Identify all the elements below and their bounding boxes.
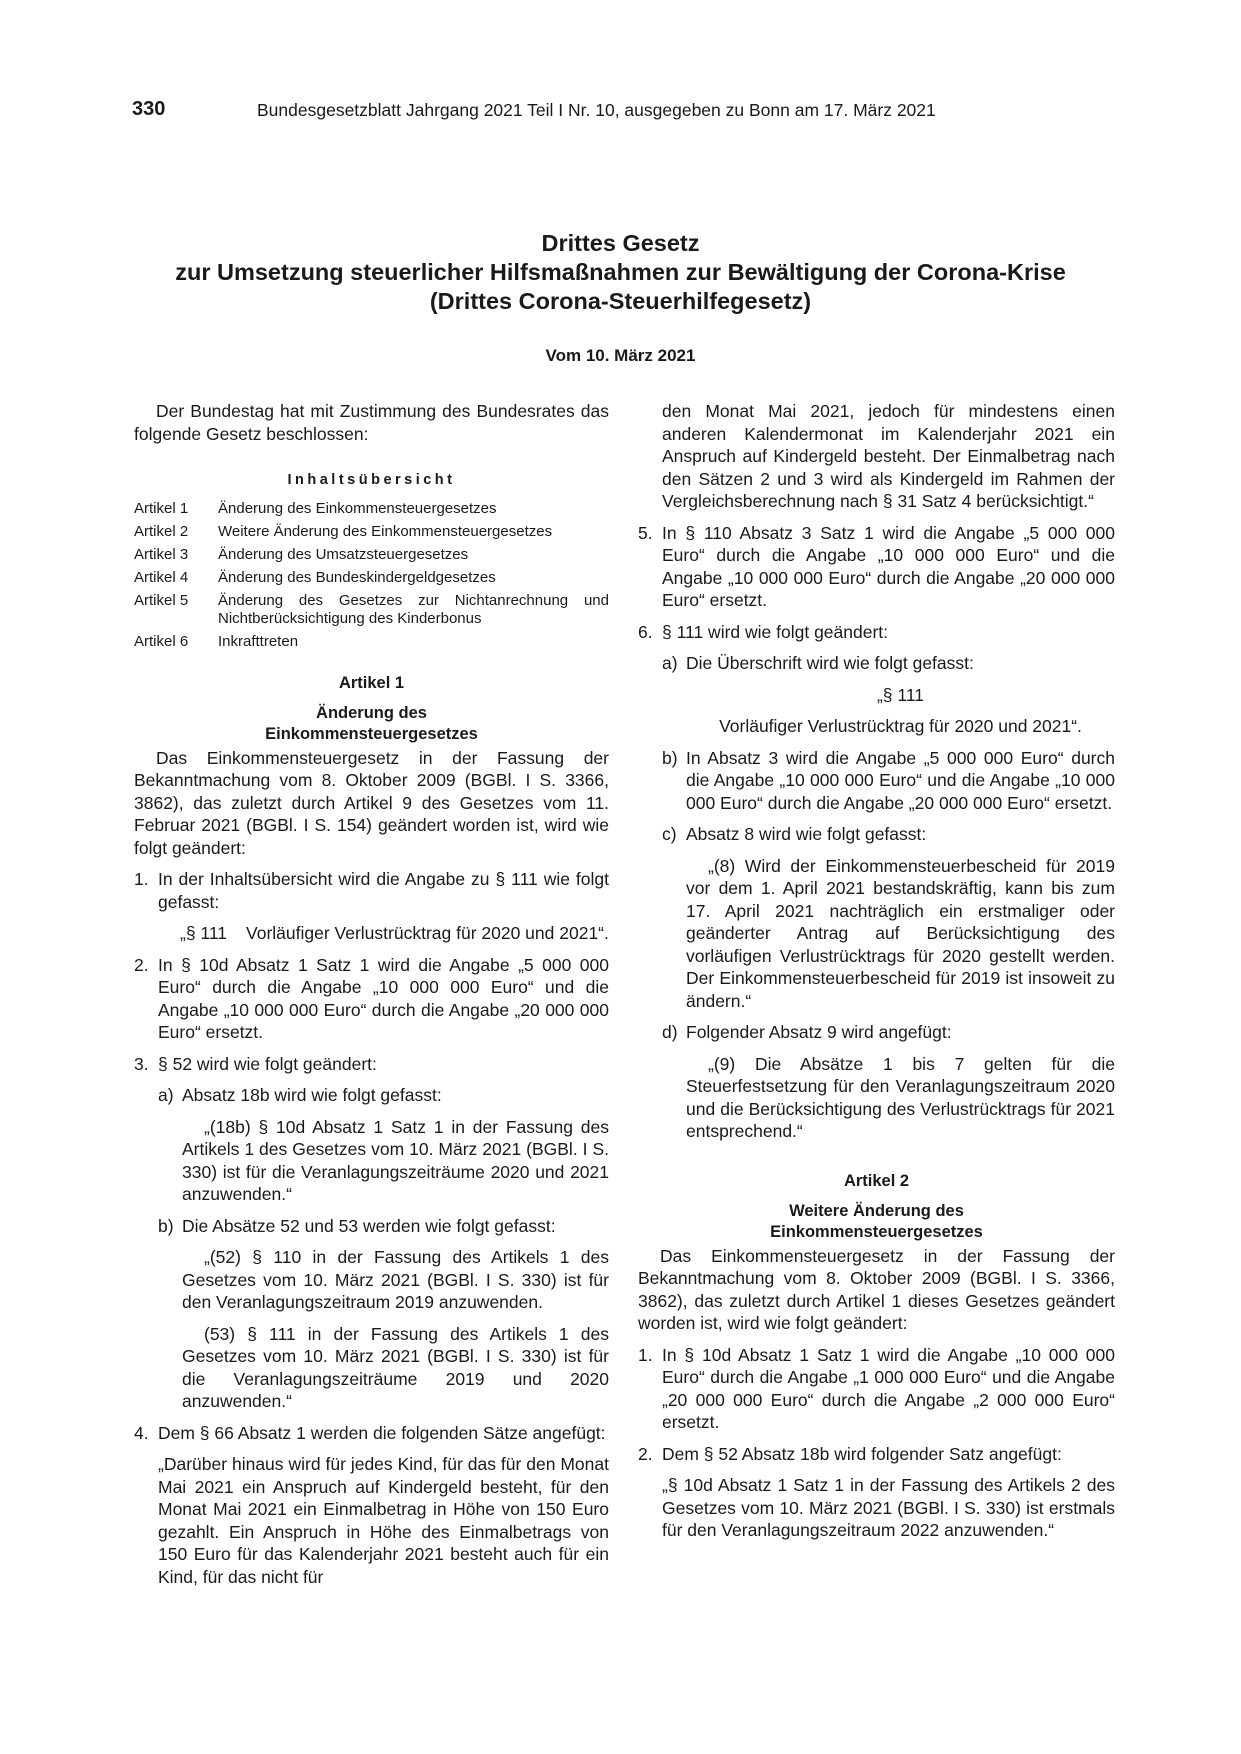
sub-item-text: Absatz 18b wird wie folgt gefasst: — [182, 1085, 442, 1105]
item-text: § 111 wird wie folgt geändert: — [662, 621, 889, 642]
toc-article: Artikel 6 — [134, 632, 189, 650]
toc-row — [134, 546, 609, 564]
sub-item-letter: b) — [158, 1215, 174, 1236]
toc-heading: Inhaltsübersicht — [287, 472, 456, 488]
item-text: In § 10d Absatz 1 Satz 1 wird die Angabe „10 000 000 Euro“ durch die Angabe „1 000 000 Euro“ und die Angabe „20 000 000 Euro“ durch die Angabe „2 000 000 Euro“ ersetzt. — [662, 1344, 1115, 1432]
law-title-line3: (Drittes Corona-Steuerhilfegesetz) — [429, 288, 812, 314]
toc-row — [134, 633, 609, 651]
article-2-title-line2: Einkommensteuergesetzes — [770, 1222, 983, 1241]
toc-text: Änderung des Bundeskindergeldgesetzes — [218, 568, 496, 586]
quote-section: „§ 111 — [180, 923, 228, 943]
title-block — [0, 229, 1241, 366]
item-number: 5. — [638, 522, 653, 543]
item-text: In § 10d Absatz 1 Satz 1 wird die Angabe „5 000 000 Euro“ durch die Angabe „10 000 000 Euro“ und die Angabe „10 000 000 Euro“ durch die Angabe „20 000 000 Euro“ ersetzt. — [158, 954, 609, 1042]
item-number: 3. — [134, 1053, 149, 1074]
list-item — [638, 1443, 1115, 1542]
item-number: 2. — [638, 1443, 653, 1464]
article-1-intro: Das Einkommensteuergesetz in der Fassung der Bekanntmachung vom 8. Oktober 2009 (BGBl. I S. 3366, 3862), das zuletzt durch Artikel 9 des Gesetzes vom 11. Februar 2021 (BGBl. I S. 154) geändert worden ist, wird wie folgt geändert: — [134, 747, 609, 858]
sub-item-letter: a) — [158, 1085, 174, 1105]
list-item — [638, 621, 1115, 1143]
running-head: Bundesgesetzblatt Jahrgang 2021 Teil I Nr. 10, ausgegeben zu Bonn am 17. März 2021 — [257, 100, 936, 120]
toc-article: Artikel 3 — [134, 545, 189, 563]
quote-text: Vorläufiger Verlustrücktrag für 2020 und 2021“. — [246, 923, 609, 943]
quoted-text: (53) § 111 in der Fassung des Artikels 1 des Gesetzes vom 10. März 2021 (BGBl. I S. 330) ist für die Veranlagungszeiträume 2019 und 2020 anzuwenden.“ — [182, 1323, 609, 1411]
toc-list — [134, 500, 609, 651]
article-2-intro: Das Einkommensteuergesetz in der Fassung der Bekanntmachung vom 8. Oktober 2009 (BGBl. I S. 3366, 3862), das zuletzt durch Artikel 1 dieses Gesetzes geändert worden ist, wird wie folgt geändert: — [638, 1245, 1115, 1333]
preamble: Der Bundestag hat mit Zustimmung des Bundesrates das folgende Gesetz beschlossen: — [134, 401, 609, 444]
sub-item-letter: c) — [662, 824, 677, 844]
toc-row — [134, 592, 609, 628]
quoted-text-continued: den Monat Mai 2021, jedoch für mindestens einen anderen Kalendermonat im Kalenderjahr 2021 ein Anspruch auf Kindergeld besteht. Der Einmalbetrag nach den Sätzen 2 und 3 wird als Kindergeld im Rahmen der Vergleichsberechnung nach § 31 Satz 4 berücksichtigt.“ — [662, 401, 1115, 511]
list-item — [134, 954, 609, 1044]
toc-text: Änderung des Umsatzsteuergesetzes — [218, 545, 469, 563]
article-2-label: Artikel 2 — [843, 1171, 910, 1190]
toc-row — [134, 569, 609, 587]
sub-item — [662, 1021, 1115, 1143]
article-1-heading — [134, 673, 609, 745]
toc-article: Artikel 1 — [134, 499, 189, 517]
sub-item-text: In Absatz 3 wird die Angabe „5 000 000 Euro“ durch die Angabe „10 000 000 Euro“ und die Angabe „10 000 000 Euro“ durch die Angabe „20 000 000 Euro“ ersetzt. — [686, 747, 1115, 813]
quoted-text: „Darüber hinaus wird für jedes Kind, für das für den Monat Mai 2021 ein Anspruch auf Kindergeld besteht, für den Monat Mai 2021 ein Einmalbetrag in Höhe von 150 Euro gezahlt. Ein Anspruch in Höhe des Einmalbetrags von 150 Euro für das Kalenderjahr 2021 besteht auch für ein Kind, für das nicht für — [158, 1454, 609, 1587]
item-text: Dem § 66 Absatz 1 werden die folgenden Sätze angefügt: — [158, 1422, 606, 1443]
article-2-heading — [638, 1171, 1115, 1243]
item-text: Dem § 52 Absatz 18b wird folgender Satz angefügt: — [662, 1443, 1062, 1464]
quoted-text: „(52) § 110 in der Fassung des Artikels 1 des Gesetzes vom 10. März 2021 (BGBl. I S. 330) ist für den Veranlagungszeitraum 2019 anzuwenden. — [182, 1247, 609, 1312]
sub-item — [662, 747, 1115, 815]
sub-item-text: Folgender Absatz 9 wird angefügt: — [686, 1022, 952, 1042]
toc-article: Artikel 5 — [134, 591, 189, 609]
sub-item-letter: b) — [662, 747, 678, 768]
page-number: 330 — [132, 98, 166, 120]
sub-item-text: Die Absätze 52 und 53 werden wie folgt gefasst: — [182, 1215, 556, 1236]
toc-article: Artikel 4 — [134, 568, 189, 586]
list-item — [638, 522, 1115, 612]
toc-row — [134, 500, 609, 518]
left-column — [134, 400, 609, 1588]
list-item — [638, 1344, 1115, 1434]
article-1-title-line2: Einkommensteuergesetzes — [265, 724, 478, 743]
item-number: 1. — [638, 1344, 653, 1365]
article-1-label: Artikel 1 — [338, 673, 405, 692]
item-text: § 52 wird wie folgt geändert: — [158, 1053, 377, 1074]
toc-text: Weitere Änderung des Einkommensteuergesetzes — [218, 522, 553, 540]
article-2-title-line1: Weitere Änderung des — [789, 1201, 964, 1220]
toc-article: Artikel 2 — [134, 522, 189, 540]
sub-item — [158, 1215, 609, 1413]
law-date: Vom 10. März 2021 — [545, 346, 696, 365]
item-text: In § 110 Absatz 3 Satz 1 wird die Angabe „5 000 000 Euro“ durch die Angabe „10 000 000 Euro“ und die Angabe „10 000 000 Euro“ durch die Angabe „20 000 000 Euro“ ersetzt. — [662, 522, 1115, 610]
list-item — [134, 1422, 609, 1589]
toc-text: Änderung des Gesetzes zur Nichtanrechnung und Nichtberücksichtigung des Kinderbonus — [218, 591, 609, 627]
toc-row — [134, 523, 609, 541]
sub-item — [662, 823, 1115, 1012]
law-title-line2: zur Umsetzung steuerlicher Hilfsmaßnahmen zur Bewältigung der Corona-Krise — [175, 259, 1066, 285]
toc-text: Inkrafttreten — [218, 632, 299, 650]
sub-item-letter: a) — [662, 653, 678, 673]
list-item — [134, 868, 609, 945]
item-number: 1. — [134, 869, 149, 889]
item-text: In der Inhaltsübersicht wird die Angabe zu § 111 wie folgt gefasst: — [158, 869, 609, 912]
sub-item — [662, 652, 1115, 738]
item-number: 6. — [638, 621, 653, 642]
quoted-heading — [158, 922, 609, 945]
article-1-title-line1: Änderung des — [316, 703, 427, 722]
quoted-section-number: „§ 111 — [876, 684, 925, 705]
item-number: 4. — [134, 1422, 149, 1443]
quoted-text: „(9) Die Absätze 1 bis 7 gelten für die Steuerfestsetzung für den Veranlagungszeitraum 2020 und die Berücksichtigung des Verlustrücktrags für 2021 entsprechend.“ — [686, 1053, 1115, 1141]
sub-item-letter: d) — [662, 1022, 678, 1042]
quoted-text: „(8) Wird der Einkommensteuerbescheid für 2019 vor dem 1. April 2021 bestandskräftig, kann bis zum 17. April 2021 nachträglich ein erstmaliger oder geänderter Antrag auf Berücksichtigung des vorläufigen Verlustrücktrags für 2020 gestellt werden. Der Einkommensteuerbescheid für 2019 ist insoweit zu ändern.“ — [686, 855, 1115, 1011]
quoted-text: „(18b) § 10d Absatz 1 Satz 1 in der Fassung des Artikels 1 des Gesetzes vom 10. März 2021 (BGBl. I S. 330) ist für die Veranlagungszeiträume 2020 und 2021 anzuwenden.“ — [182, 1116, 609, 1204]
right-column — [638, 400, 1115, 1542]
sub-item-text: Die Überschrift wird wie folgt gefasst: — [686, 653, 974, 673]
sub-item — [158, 1084, 609, 1206]
sub-item-text: Absatz 8 wird wie folgt gefasst: — [686, 824, 927, 844]
law-title-line1: Drittes Gesetz — [541, 230, 700, 256]
item-number: 2. — [134, 954, 149, 975]
list-item — [134, 1053, 609, 1413]
quoted-section-title: Vorläufiger Verlustrücktrag für 2020 und 2021“. — [719, 716, 1082, 736]
quoted-text: „§ 10d Absatz 1 Satz 1 in der Fassung des Artikels 2 des Gesetzes vom 10. März 2021 (BGBl. I S. 330) ist erstmals für den Veranlagungszeitraum 2022 anzuwenden.“ — [662, 1475, 1115, 1540]
toc-text: Änderung des Einkommensteuergesetzes — [218, 499, 497, 517]
